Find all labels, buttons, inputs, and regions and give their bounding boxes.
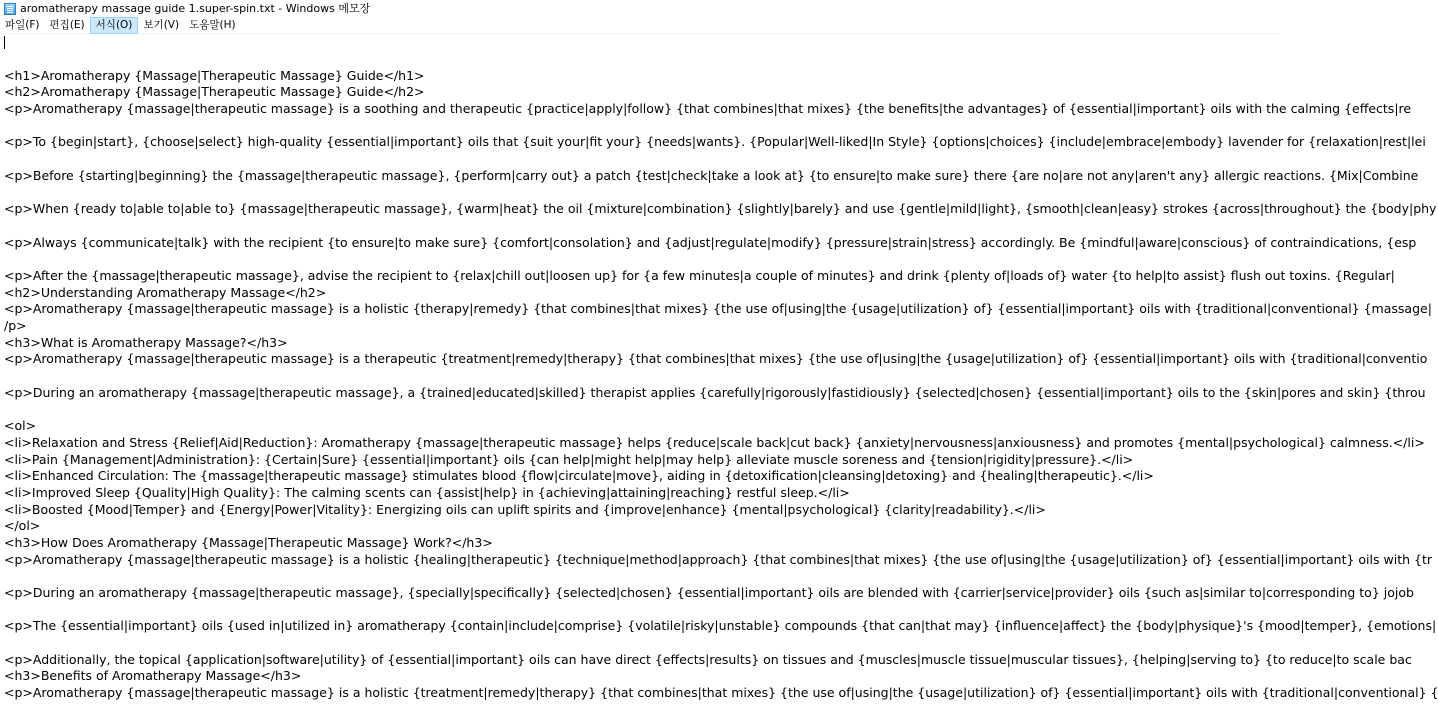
text-line: <p>Aromatherapy {massage|therapeutic massage} is a holistic {treatment|remedy|therapy} {that combines|that mixes} {the use of|using|the {usage|utilization} of} {essential|important} oils with {traditional|conventional} { (4, 685, 1438, 701)
text-line: <li>Improved Sleep {Quality|High Quality}: The calming scents can {assist|help} in {achieving|attaining|reaching} restful sleep.</li> (4, 484, 850, 500)
window-title: aromatherapy massage guide 1.super-spin.txt - Windows 메모장 (20, 2, 371, 15)
menu-help[interactable]: 도움말(H) (189, 18, 236, 31)
menu-view[interactable]: 보기(V) (143, 18, 180, 31)
text-line: <li>Pain {Management|Administration}: {Certain|Sure} {essential|important} oils {can help|might help|may help} alleviate muscle soreness and {tension|rigidity|pressure}.</li> (4, 451, 1134, 467)
text-line: <li>Boosted {Mood|Temper} and {Energy|Power|Vitality}: Energizing oils can uplift spirits and {improve|enhance} {mental|psychological} {clarity|readability}.</li> (4, 501, 1046, 517)
menu-format[interactable]: 서식(O) (90, 17, 139, 34)
text-line: <p>The {essential|important} oils {used in|utilized in} aromatherapy {contain|include|comprise} {volatile|risky|unstable} compounds {that can|that may} {influence|affect} the {body|physique}'s {mood|temper}, {emotions| (4, 618, 1437, 634)
text-line: <h2>Understanding Aromatherapy Massage</h2> (4, 284, 327, 300)
menu-file[interactable]: 파일(F) (5, 18, 40, 31)
text-line: <p>Aromatherapy {massage|therapeutic massage} is a holistic {healing|therapeutic} {technique|method|approach} {that combines|that mixes} {the use of|using|the {usage|utilization} of} {essential|important} oils with {tr (4, 551, 1432, 567)
text-line: <li>Enhanced Circulation: The {massage|therapeutic massage} stimulates blood {flow|circulate|move}, aiding in {detoxification|cleansing|detoxing} and {healing|therapeutic}.</li> (4, 468, 1154, 484)
text-line (4, 51, 1438, 68)
text-line: <p>During an aromatherapy {massage|therapeutic massage}, a {trained|educated|skilled} therapist applies {carefully|rigorously|fastidiously} {selected|chosen} {essential|important} oils to the {skin|pores and skin} {throu (4, 384, 1426, 400)
text-line: </ol> (4, 518, 41, 534)
text-line: <p>To {begin|start}, {choose|select} high-quality {essential|important} oils that {suit your|fit your} {needs|wants}. {Popular|Well-liked|In Style} {options|choices} {include|embrace|embody} lavender for {relaxation|rest|lei (4, 134, 1426, 150)
text-line (4, 401, 1438, 418)
text-line: /p> (4, 318, 27, 333)
text-line: <li>Relaxation and Stress {Relief|Aid|Reduction}: Aromatherapy {massage|therapeutic massage} helps {reduce|scale back|cut back} {anxiety|nervousness|anxiousness} and promotes {mental|psychological} calmness.</li> (4, 434, 1425, 450)
text-line (4, 602, 1438, 619)
text-line: <p>Always {communicate|talk} with the recipient {to ensure|to make sure} {comfort|consolation} and {adjust|regulate|modify} {pressure|strain|stress} accordingly. Be {mindful|aware|conscious} of contraindications, {esp (4, 234, 1417, 250)
text-caret (4, 36, 5, 49)
editor-lines (4, 51, 1438, 702)
text-line: <p>After the {massage|therapeutic massage}, advise the recipient to {relax|chill out|loosen up} for {a few minutes|a couple of minutes} and drink {plenty of|loads of} water {to help|to assist} flush out toxins. {Regular| (4, 267, 1395, 283)
text-line (4, 118, 1438, 135)
text-line (4, 218, 1438, 235)
text-line (4, 185, 1438, 202)
menu-edit[interactable]: 편집(E) (49, 18, 85, 31)
text-line (4, 151, 1438, 168)
notepad-icon (4, 3, 16, 15)
text-editor[interactable] (0, 34, 1438, 707)
text-line: <p>Aromatherapy {massage|therapeutic massage} is a soothing and therapeutic {practice|apply|follow} {that combines|that mixes} {the benefits|the advantages} of {essential|important} oils with the calming {effects|re (4, 101, 1412, 117)
text-line: <p>Before {starting|beginning} the {massage|therapeutic massage}, {perform|carry out} a patch {test|check|take a look at} {to ensure|to make sure} there {are no|are not any|aren't any} allergic reactions. {Mix|Combine (4, 167, 1419, 183)
text-line: <p>When {ready to|able to|able to} {massage|therapeutic massage}, {warm|heat} the oil {mixture|combination} {slightly|barely} and use {gentle|mild|light}, {smooth|clean|easy} strokes {across|throughout} the {body|phy (4, 201, 1437, 217)
menu-bar (0, 17, 1280, 34)
text-line: <h1>Aromatherapy {Massage|Therapeutic Massage} Guide</h1> (4, 67, 425, 83)
text-line (4, 568, 1438, 585)
text-line: <p>Additionally, the topical {application|software|utility} of {essential|important} oils can have direct {effects|results} on tissues and {muscles|muscle tissue|muscular tissues}, {helping|serving to} {to reduce|to scale bac (4, 651, 1412, 667)
text-line: <p>Aromatherapy {massage|therapeutic massage} is a therapeutic {treatment|remedy|therapy} {that combines|that mixes} {the use of|using|the {usage|utilization} of} {essential|important} oils with {traditional|conventio (4, 351, 1428, 367)
title-bar (0, 0, 1280, 17)
text-line: <h3>Benefits of Aromatherapy Massage</h3> (4, 668, 302, 684)
text-line: <ol> (4, 418, 37, 434)
text-line: <h2>Aromatherapy {Massage|Therapeutic Massage} Guide</h2> (4, 84, 425, 100)
text-line (4, 368, 1438, 385)
text-line: <p>Aromatherapy {massage|therapeutic massage} is a holistic {therapy|remedy} {that combines|that mixes} {the use of|using|the {usage|utilization} of} {essential|important} oils with {traditional|conventional} {massage| (4, 301, 1432, 317)
text-line (4, 251, 1438, 268)
text-line: <p>During an aromatherapy {massage|therapeutic massage}, {specially|specifically} {selected|chosen} {essential|important} oils are blended with {carrier|service|provider} oils {such as|similar to|corresponding to} jojob (4, 585, 1414, 600)
text-line: <h3>How Does Aromatherapy {Massage|Therapeutic Massage} Work?</h3> (4, 534, 493, 550)
text-line: <h3>What is Aromatherapy Massage?</h3> (4, 334, 288, 350)
text-line (4, 635, 1438, 652)
